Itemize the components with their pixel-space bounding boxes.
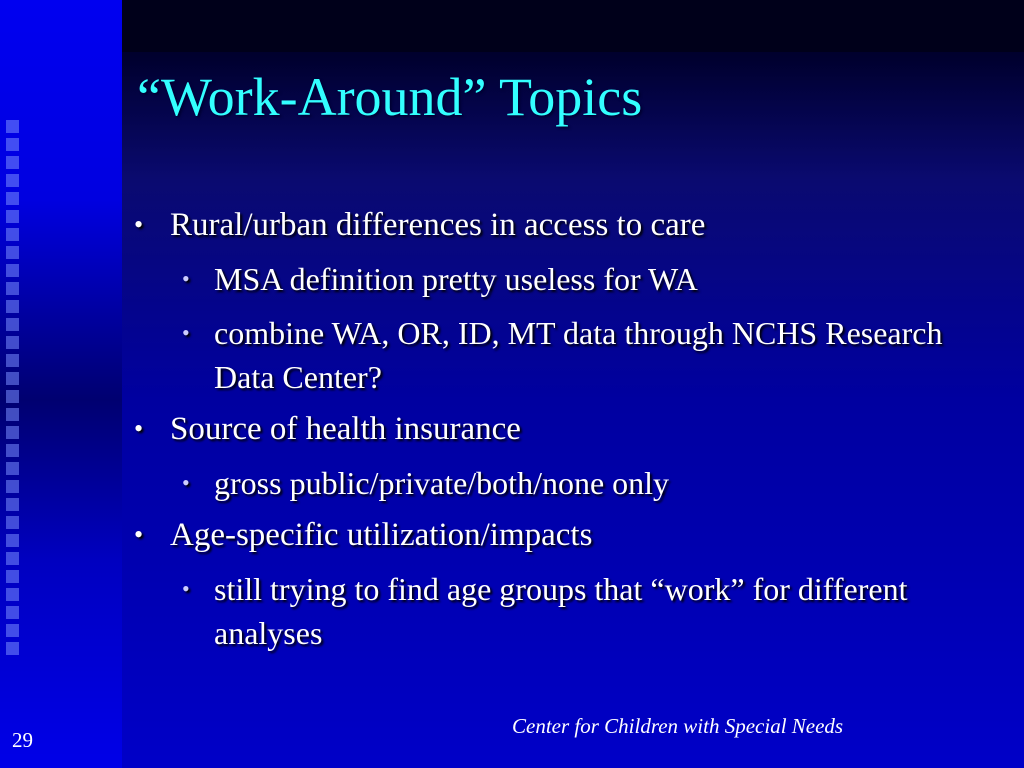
bullet-list	[130, 195, 1000, 655]
decorative-square	[6, 408, 19, 421]
decorative-square	[6, 462, 19, 475]
sub-bullet-text: still trying to find age groups that “work” for different analyses	[214, 571, 908, 651]
decorative-square	[6, 210, 19, 223]
sub-bullet-icon: •	[182, 470, 190, 495]
decorative-square	[6, 246, 19, 259]
decorative-square	[6, 498, 19, 511]
decorative-square	[6, 120, 19, 133]
top-dark-band	[122, 0, 1024, 52]
decorative-square	[6, 282, 19, 295]
decorative-square	[6, 624, 19, 637]
sub-bullet-icon: •	[182, 266, 190, 291]
decorative-square	[6, 192, 19, 205]
slide-footer: Center for Children with Special Needs	[512, 714, 844, 738]
decorative-squares	[6, 120, 24, 660]
decorative-square	[6, 174, 19, 187]
sub-bullet-item	[130, 257, 1000, 301]
bullet-text: Rural/urban differences in access to care	[170, 207, 706, 243]
decorative-square	[6, 606, 19, 619]
sub-bullet-item	[130, 461, 1000, 505]
decorative-square	[6, 516, 19, 529]
decorative-square	[6, 534, 19, 547]
left-sidebar-band	[0, 0, 122, 768]
bullet-text: Age-specific utilization/impacts	[170, 517, 593, 553]
decorative-square	[6, 570, 19, 583]
bullet-icon: •	[134, 414, 144, 443]
sub-bullet-icon: •	[182, 320, 190, 345]
decorative-square	[6, 336, 19, 349]
sub-bullet-item	[130, 567, 954, 655]
decorative-square	[6, 642, 19, 655]
decorative-square	[6, 372, 19, 385]
sub-bullet-text: gross public/private/both/none only	[214, 465, 670, 501]
sub-bullet-item	[130, 311, 984, 399]
bullet-icon: •	[134, 210, 144, 239]
decorative-square	[6, 156, 19, 169]
sub-bullet-text: MSA definition pretty useless for WA	[214, 261, 698, 297]
bullet-item	[130, 407, 1000, 451]
decorative-square	[6, 264, 19, 277]
decorative-square	[6, 480, 19, 493]
bullet-icon: •	[134, 520, 144, 549]
decorative-square	[6, 444, 19, 457]
decorative-square	[6, 354, 19, 367]
decorative-square	[6, 588, 19, 601]
decorative-square	[6, 300, 19, 313]
page-number: 29	[12, 728, 33, 752]
decorative-square	[6, 228, 19, 241]
sub-bullet-icon: •	[182, 576, 190, 601]
bullet-text: Source of health insurance	[170, 411, 521, 447]
decorative-square	[6, 390, 19, 403]
decorative-square	[6, 426, 19, 439]
bullet-item	[130, 513, 1000, 557]
bullet-item	[130, 203, 1000, 247]
slide-title: “Work-Around” Topics	[137, 67, 643, 127]
decorative-square	[6, 138, 19, 151]
decorative-square	[6, 552, 19, 565]
decorative-square	[6, 318, 19, 331]
sub-bullet-text: combine WA, OR, ID, MT data through NCHS Research Data Center?	[214, 315, 943, 395]
